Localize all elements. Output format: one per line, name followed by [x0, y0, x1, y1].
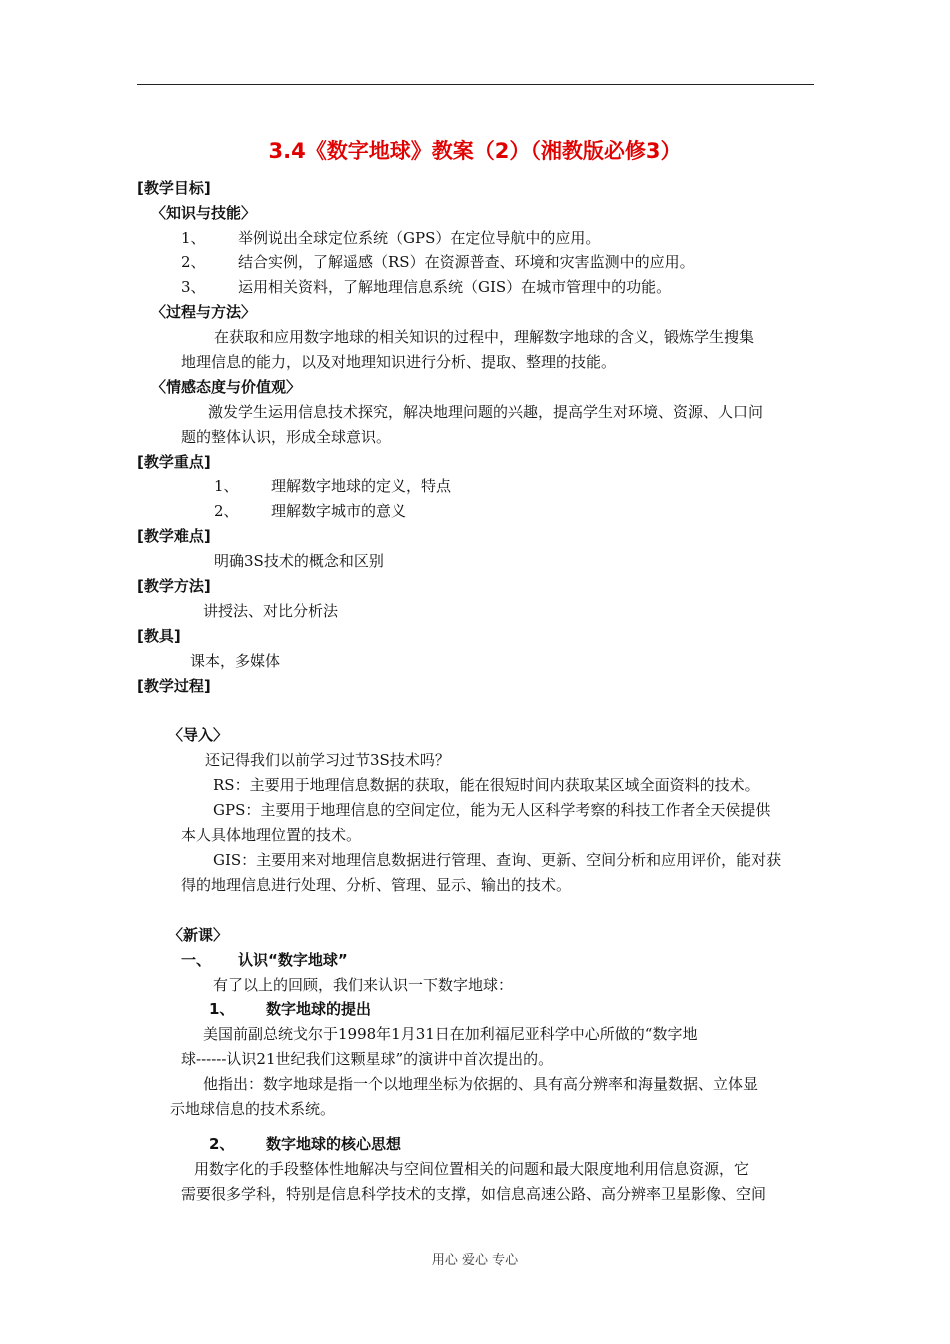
- item-number: 2、: [214, 502, 239, 520]
- subheading: [181, 950, 348, 970]
- heading-tools: [教具]: [137, 627, 181, 645]
- heading-procedure: [教学过程]: [137, 677, 211, 695]
- paragraph-line: GIS：主要用来对地理信息数据进行管理、查询、更新、空间分析和应用评价，能对获: [213, 851, 782, 869]
- paragraph-line: 课本，多媒体: [190, 652, 281, 670]
- heading-intro: 〈导入〉: [168, 726, 229, 744]
- item-text: 结合实例，了解遥感（RS）在资源普查、环境和灾害监测中的应用。: [238, 253, 695, 271]
- item-text: 举例说出全球定位系统（GPS）在定位导航中的应用。: [238, 229, 601, 247]
- heading-method: [教学方法]: [137, 577, 211, 595]
- list-item: [181, 252, 695, 272]
- subheading: [209, 1134, 401, 1154]
- header-rule: [137, 84, 814, 85]
- paragraph-line: 本人具体地理位置的技术。: [181, 826, 362, 844]
- heading-objectives: [教学目标]: [137, 179, 211, 197]
- item-number: 2、: [209, 1135, 235, 1153]
- item-text: 数字地球的提出: [266, 1000, 372, 1018]
- paragraph-line: 示地球信息的技术系统。: [170, 1100, 336, 1118]
- paragraph-line: 得的地理信息进行处理、分析、管理、显示、输出的技术。: [181, 876, 572, 894]
- item-number: 1、: [214, 477, 239, 495]
- item-number: 一、: [181, 951, 212, 969]
- list-item: [181, 277, 671, 297]
- paragraph-line: 明确3S技术的概念和区别: [214, 552, 384, 570]
- item-text: 理解数字地球的定义，特点: [271, 477, 452, 495]
- paragraph-line: 球------认识21世纪我们这颗星球”的演讲中首次提出的。: [181, 1050, 554, 1068]
- subheading: [209, 999, 371, 1019]
- item-number: 1、: [209, 1000, 235, 1018]
- paragraph-line: 还记得我们以前学习过节3S技术吗？: [205, 751, 450, 769]
- item-text: 认识“数字地球”: [238, 951, 348, 969]
- item-number: 3、: [181, 278, 206, 296]
- heading-attitude: 〈情感态度与价值观〉: [151, 378, 302, 396]
- item-text: 数字地球的核心思想: [266, 1135, 402, 1153]
- item-text: 运用相关资料，了解地理信息系统（GIS）在城市管理中的功能。: [238, 278, 672, 296]
- heading-process-method: 〈过程与方法〉: [151, 303, 257, 321]
- paragraph-line: 需要很多学科，特别是信息科学技术的支撑，如信息高速公路、高分辨率卫星影像、空间: [181, 1185, 767, 1203]
- paragraph-line: 题的整体认识，形成全球意识。: [181, 428, 392, 446]
- paragraph-line: 讲授法、对比分析法: [203, 602, 339, 620]
- paragraph-line: 有了以上的回顾，我们来认识一下数字地球：: [213, 976, 514, 994]
- list-item: [181, 228, 600, 248]
- heading-difficulty: [教学难点]: [137, 527, 211, 545]
- list-item: [214, 501, 406, 521]
- paragraph-line: 他指出：数字地球是指一个以地理坐标为依据的、具有高分辨率和海量数据、立体显: [203, 1075, 759, 1093]
- paragraph-line: 地理信息的能力，以及对地理知识进行分析、提取、整理的技能。: [181, 353, 617, 371]
- heading-knowledge: 〈知识与技能〉: [151, 204, 257, 222]
- paragraph-line: 用数字化的手段整体性地解决与空间位置相关的问题和最大限度地利用信息资源，它: [194, 1160, 750, 1178]
- paragraph-line: 激发学生运用信息技术探究，解决地理问题的兴趣，提高学生对环境、资源、人口问: [208, 403, 764, 421]
- item-text: 理解数字城市的意义: [271, 502, 407, 520]
- list-item: [214, 476, 451, 496]
- paragraph-line: 美国前副总统戈尔于1998年1月31日在加利福尼亚科学中心所做的“数字地: [203, 1025, 698, 1043]
- heading-new-lesson: 〈新课〉: [168, 926, 229, 944]
- item-number: 1、: [181, 229, 206, 247]
- page-footer: 用心 爱心 专心: [431, 1253, 519, 1268]
- paragraph-line: 在获取和应用数字地球的相关知识的过程中，理解数字地球的含义，锻炼学生搜集: [214, 328, 755, 346]
- paragraph-line: GPS：主要用于地理信息的空间定位，能为无人区科学考察的科技工作者全天侯提供: [213, 801, 771, 819]
- heading-key-points: [教学重点]: [137, 453, 211, 471]
- paragraph-line: RS：主要用于地理信息数据的获取，能在很短时间内获取某区域全面资料的技术。: [213, 776, 760, 794]
- document-title: 3.4《数字地球》教案（2）（湘教版必修3）: [268, 139, 682, 163]
- item-number: 2、: [181, 253, 206, 271]
